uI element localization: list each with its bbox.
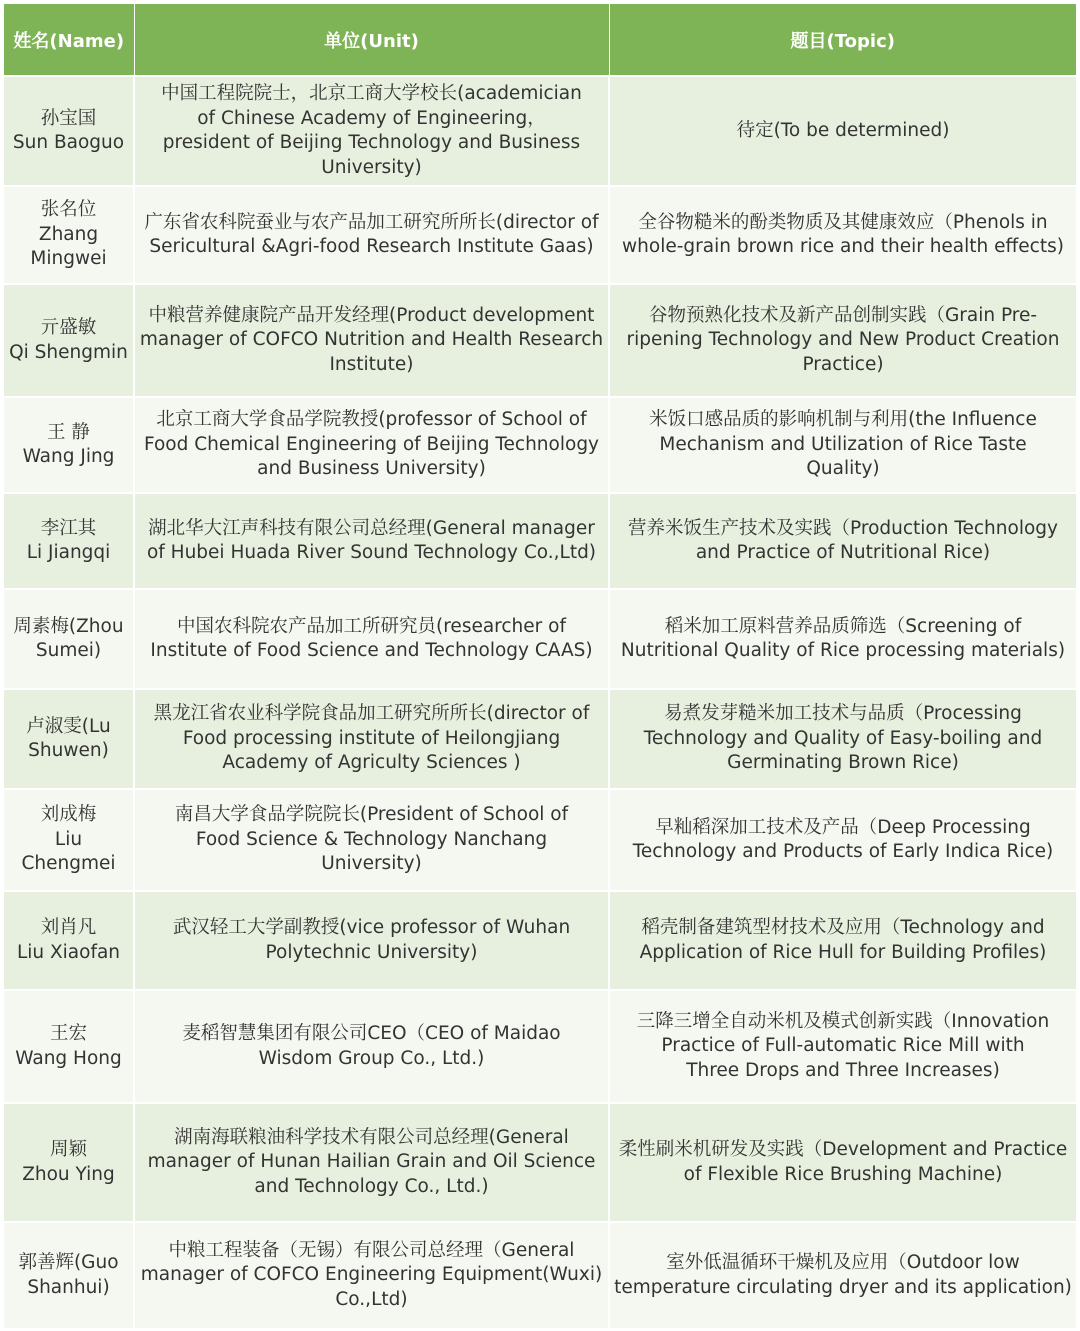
topic-cell: 稻壳制备建筑型材技术及应用（Technology and Application of Rice Hull for Building Profiles)	[609, 891, 1076, 990]
topic-cell: 稻米加工原料营养品质筛选（Screening of Nutritional Quality of Rice processing materials)	[609, 589, 1076, 689]
header-name: 姓名(Name)	[4, 4, 134, 76]
name-en: Sumei)	[35, 640, 102, 661]
name-en: Liu Chengmei	[21, 828, 116, 875]
name-cn: 李江其	[40, 517, 97, 539]
name-cn: 周颖	[49, 1139, 87, 1160]
table-row	[4, 789, 1076, 891]
header-row	[4, 4, 1076, 76]
topic-cell: 待定(To be determined)	[609, 76, 1076, 186]
header-topic: 题目(Topic)	[609, 4, 1076, 76]
topic-cell: 易煮发芽糙米加工技术与品质（Processing Technology and Quality of Easy-boiling and Germinating Brown Rice)	[609, 689, 1076, 789]
name-cell	[4, 493, 134, 589]
name-cell	[4, 891, 134, 990]
speaker-table-container	[4, 4, 1076, 1328]
name-cn: 孙宝国	[40, 107, 97, 129]
unit-cell: 广东省农科院蚕业与农产品加工研究所所长(director of Sericultural &Agri-food Research Institute Gaas)	[134, 186, 609, 284]
name-cn: 卢淑雯(Lu	[26, 715, 111, 737]
name-cn: 刘肖凡	[40, 917, 97, 938]
name-en: Shanhui)	[27, 1276, 110, 1298]
table-row	[4, 589, 1076, 689]
name-cell	[4, 1222, 134, 1328]
name-cell	[4, 76, 134, 186]
table-row	[4, 1103, 1076, 1222]
table-row	[4, 689, 1076, 789]
topic-cell: 早籼稻深加工技术及产品（Deep Processing Technology and Products of Early Indica Rice)	[609, 789, 1076, 891]
unit-cell: 湖北华大江声科技有限公司总经理(General manager of Hubei Huada River Sound Technology Co.,Ltd)	[134, 493, 609, 589]
name-en: Zhou Ying	[22, 1163, 115, 1185]
unit-cell: 中粮工程装备（无锡）有限公司总经理（General manager of COFCO Engineering Equipment(Wuxi) Co.,Ltd)	[134, 1222, 609, 1328]
name-cn: 周素梅(Zhou	[13, 615, 124, 637]
name-cn: 王 静	[47, 421, 90, 443]
topic-cell: 米饭口感品质的影响机制与利用(the Influence Mechanism and Utilization of Rice Taste Quality)	[609, 397, 1076, 493]
table-row	[4, 284, 1076, 397]
table-row	[4, 990, 1076, 1103]
name-en: Liu Xiaofan	[16, 941, 121, 963]
unit-cell: 湖南海联粮油科学技术有限公司总经理(General manager of Hunan Hailian Grain and Oil Science and Technology Co., Ltd.)	[134, 1103, 609, 1222]
name-cell	[4, 589, 134, 689]
table-row	[4, 493, 1076, 589]
name-en: Li Jiangqi	[26, 542, 111, 563]
topic-cell: 营养米饭生产技术及实践（Production Technology and Practice of Nutritional Rice)	[609, 493, 1076, 589]
table-row	[4, 397, 1076, 493]
header-unit: 单位(Unit)	[134, 4, 609, 76]
name-cn: 亓盛敏	[40, 317, 97, 338]
unit-cell: 中粮营养健康院产品开发经理(Product development manager of COFCO Nutrition and Health Research Institute)	[134, 284, 609, 397]
topic-cell: 柔性刷米机研发及实践（Development and Practice of Flexible Rice Brushing Machine)	[609, 1103, 1076, 1222]
unit-cell: 南昌大学食品学院院长(President of School of Food Science & Technology Nanchang University)	[134, 789, 609, 891]
name-cell	[4, 789, 134, 891]
name-en: Wang Hong	[15, 1047, 122, 1069]
name-cell	[4, 186, 134, 284]
unit-cell: 武汉轻工大学副教授(vice professor of Wuhan Polytechnic University)	[134, 891, 609, 990]
name-en: Wang Jing	[22, 446, 115, 467]
name-cn: 王宏	[49, 1023, 87, 1044]
name-cn: 刘成梅	[40, 804, 97, 826]
unit-cell: 北京工商大学食品学院教授(professor of School of Food Chemical Engineering of Beijing Technology and Business University)	[134, 397, 609, 493]
name-cell	[4, 1103, 134, 1222]
name-cell	[4, 397, 134, 493]
name-cell	[4, 990, 134, 1103]
topic-cell: 谷物预熟化技术及新产品创制实践（Grain Pre-ripening Technology and New Product Creation Practice)	[609, 284, 1076, 397]
unit-cell: 中国工程院院士，北京工商大学校长(academician of Chinese Academy of Engineering，president of Beijing Technology and Business University)	[134, 76, 609, 186]
name-en: Sun Baoguo	[12, 132, 125, 153]
unit-cell: 中国农科院农产品加工所研究员(researcher of Institute of Food Science and Technology CAAS)	[134, 589, 609, 689]
table-row	[4, 76, 1076, 186]
name-cell	[4, 284, 134, 397]
name-en: Zhang Mingwei	[30, 223, 107, 270]
name-en: Qi Shengmin	[9, 341, 128, 363]
table-row	[4, 1222, 1076, 1328]
name-cell	[4, 689, 134, 789]
topic-cell: 三降三增全自动米机及模式创新实践（Innovation Practice of Full-automatic Rice Mill with Three Drops and Three Increases)	[609, 990, 1076, 1103]
name-cn: 张名位	[40, 199, 97, 221]
topic-cell: 全谷物糙米的酚类物质及其健康效应（Phenols in whole-grain brown rice and their health effects)	[609, 186, 1076, 284]
name-en: Shuwen)	[28, 740, 109, 761]
unit-cell: 麦稻智慧集团有限公司CEO（CEO of Maidao Wisdom Group Co., Ltd.)	[134, 990, 609, 1103]
speaker-table	[4, 4, 1076, 1328]
unit-cell: 黑龙江省农业科学院食品加工研究所所长(director of Food processing institute of Heilongjiang Academy of Agriculty Sciences )	[134, 689, 609, 789]
table-row	[4, 186, 1076, 284]
table-row	[4, 891, 1076, 990]
name-cn: 郭善辉(Guo	[18, 1252, 119, 1273]
topic-cell: 室外低温循环干燥机及应用（Outdoor low temperature circulating dryer and its application)	[609, 1222, 1076, 1328]
